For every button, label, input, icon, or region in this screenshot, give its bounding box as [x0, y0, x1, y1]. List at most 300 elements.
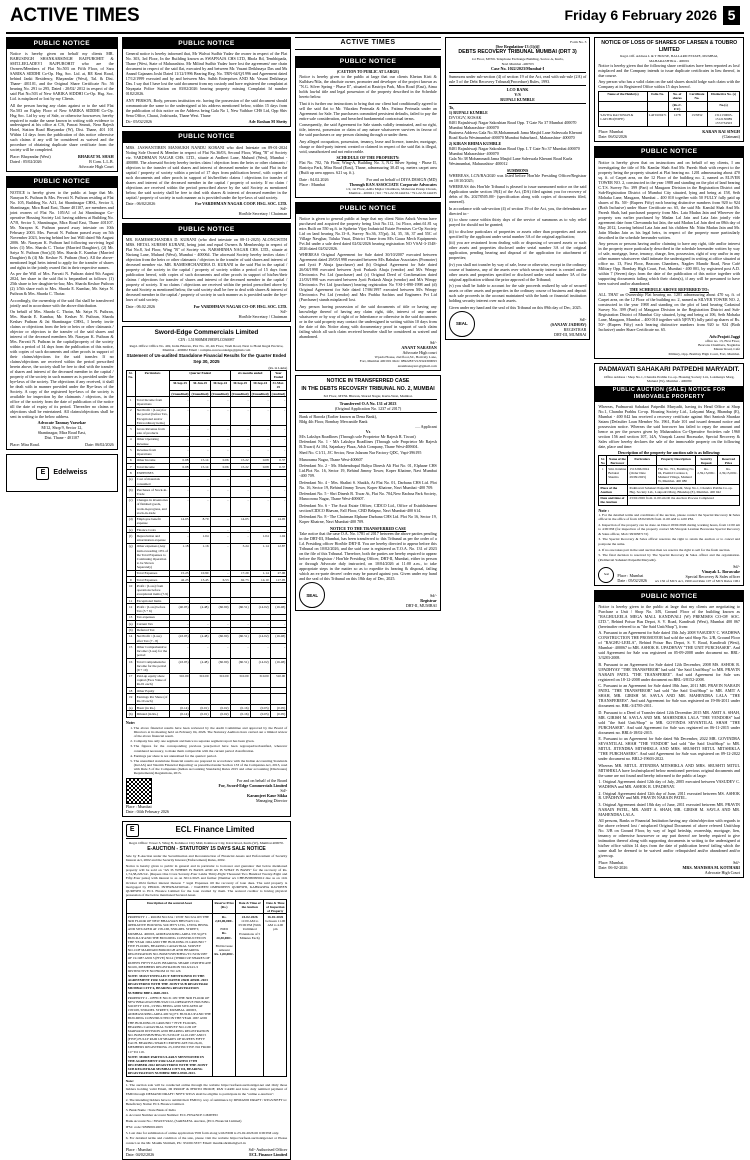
row-value-2: - — [210, 487, 230, 497]
notes-list — [134, 726, 288, 776]
to-label: To, — [448, 105, 455, 111]
lt-body: Notice is hereby given that the following share certificates have been reported as lost/ misplaced and the Company intends to issue duplicate certificates in lieu thereof, in due course. — [598, 62, 740, 78]
inspection-time: between 11.00 AM to 4.00 pm — [265, 919, 286, 932]
list-item: 3. The figures for the corresponding previous year/period have been regrouped/reclassified, wherever considered necessary, to make them comparable with the current period classification. — [134, 744, 288, 753]
notice-place: Place : Mumbai — [125, 803, 152, 809]
col-year-ended: Year Ended — [270, 370, 287, 380]
notice-body-2: All the person having any claim against or to the said Flat No.503 on Eighty Floor of New SARIKA SIDDHI Co-Op. Hsg Soc. Ltd by way of Sale, or otherwise howsoever, hereby required to make the same known in writing with evidence to undersigned at his office at C/6, Pancat Smruti, Near Rajesh Hotel, Station Road Bhayandar (W), Dist. Thane, 401 101 Within 14 days from the publication of this notice otherwise such claims if any will be considered as waived and the procedure of obtaining duplicate share certificate from the society will be completed. — [10, 102, 114, 153]
ecl-finance-auction: E ECL Finance Limited Regd. Office: Tower 3, Wing B, Kohinoor City Mall, Kohinoor City, Kirol Road, Kurla (W), Mumbai 400070. E-AUCTION - STATUTORY 15 DAYS SALE NOTICE Sale by E-Auction under the Securitisation and Reconstruction of Financial Assets and Enforcement of Security Interest Act, 2002 and the Security Interest (Enforcement) Rules, 2002. Notice is hereby given to public in general and in particular to borrower and guarantor that below mentioned property will be sold on "AS IS WHERE IS BASIS AND AS IS WHAT IS BASIS" for the recovery of Rs. 1,74,38,226.54/- (Rupees One Crore Seventy-Four Lakhs Thirty-Eight Thousand Two Hundred Twenty-Eight and Fifty-Four paisa) with interest to as on 30/11/2025 and further (Number u/s CHE/B/080095612 due as on 11th October 2024 further interest thereon + legal Expenses till the recovery of loan dues. The said property is mortgaged by PHOOL INTERNATIONAL / NADEEN OMERDEEN QURESHI, KAHRASHA RAVDEEN QURESHI to ECL Finance Limited for the loan availed by them. The secured creditor is having physical possession of the below mentioned Secured Asset. Description of the secured Asset Reserve Price (Rs.) Date & Time of the Auction Date & Time of Inspection of Property PROPERTY 1 – ROOM NO.32A / UNIT NO.32A ON THE 3RD FLOOR OF NEW BHAGWAN BHUVAN CO-OPERATIVE HOUSING SOCIETY LTD., LYING BEING AND SITUATED AT 158-168, SNIGDEL STREET, MUMBAI- 400003, ADMEASURING AREA 335 SQ.FT. BUILD-UP AND THE BUILDING CONSTRUCTED IN THE YEAR 1964 AND THE BUILDING IS GROUND + FIVE FLOORS, BEARING CADASTRAL SURVEY NO.1/OF MARWADI BOROUGH AND BEARING REGISTRATION NO. BOM/WSH/B/HSG/TC/5236/1987 OF 19.1987 AND 5 (FIVE) NO.2 (THIRD UP SHARES OF RUPEES FIFTY EACH. BEARING SHARE CERTIFICATE NO.06, MEMBERS REGISTRATION NO.6/24/1/2 DISTINCTIVE NO FROM 10 TO 126 NOTE: MOST INTELLECT MENTIONED IN THE AGREEMENT FOR SALE DATED 23RD APRIL 2023 REGISTERED WITH THE JOINT SUB REGISTRAR MUMBAI CITY 6, BEARING REGISTRATION NUMBER BBE1-4608-2023. PROPERTY 2 - OFFICE NO.31 ON THE 3RD FLOOR OF NEW BHAGWAN BHUVAN CO-OPERATIVE HOUSING SOCIETY LTD., LYING BEING AND SITUATED AT 158/168, SNIGDEL STREET, MUMBAI- 400003, ADMEASURING AREA 400 SQ FT. BUILD-UP AND THE BUILDING CONSTRUCTED IN THE YEAR 1967 AND THE BUILDING IS GROUND + FIVE FLOORS, BEARING CADASTRAL SURVEY NO.1/2D OF MARWADI DIVISION AND BEARING REGISTRATION NO. BOM/WSH/B/HSG/TC/5236 OF 14.10.1987 AND 5 (FIVE) FULLY PAID UP SHARES OF RUPEES FIFTY EACH. BEARING SHARE CERTIFICATE NO.26,26, MEMBERS REGISTERING 23, DISTINCTIVE NO FROM 117 TO 119. NOTE: MORE PARTICULARLY MENTIONED IN THE AGREEMENT FOR SALE DATED 17TH DECEMBER 2022 REGISTERED WITH THE JOINT SUB REGISTRAR MUMBAI CITY III, BEARING REGISTRATION NUMBER BBE3-8928-2023. Rs. 2,03,00,000/- EMD Rs. 20,30,000/- Bid Increase Amount Rs. 1,00,000/- 24-02-2026 11:00 AM to 05:00 PM (With Unlimited Extensions of 5 Minutes Each) 16-02-2026 between 11.00 AM to 4.00 pm Note: 1. The auction sale will be conducted online through the website https://sarfaesi.auctiontiger.net and Only those bidders holding valid Email, ID PROOF & PHOTO PROOF, PAN CARD and have duly remitted payment of EMD through DEMAND DRAFT/ NEFT/ RTGS shall be eligible to participate in the "online e-Auction". 2. The intending bidders have to submit their EMD by way of remittance by DEMAND DRAFT / RTGS/NEFT to: Beneficiary Name: ECL Finance Limited. 3. Bank Name : State Bank of India 4. Account Number Account Number: ECL FINANCE LIMITED Bank Account No.: 39522372422, (SARFAESI- Auction, (ECL Financial Limited) IFSC code: SBIN0012603 5. Last date for submission of online application/ EID form along with EMD is 23-02-2026 till 6:00 PM only. 6. For detailed terms and condition of the sale, please visit the website https://sarfaesi.auctiontiger.net or Please contact on the Mr. Maulik Shrimali, Ph : 9510613337/ Email: maulik.shrimali@ecl.in Place : Mumbai Date: 04/02/2026 Sd/- Authorised Officer ECL Finance Limited — [122, 821, 292, 1160]
row-property: Flat No. 701, Building No 04, Premid Cordesa 2, Mulund Village, Mulund W, Mumbai- 400 080 — [657, 467, 694, 484]
masthead — [6, 0, 744, 34]
row-value-0: (0.14) — [170, 704, 190, 710]
drt-header: NOTICE IN TRANSFERRED CASE — [326, 377, 410, 384]
holder-name: SAVITA RAI SINGH & LATCHO(WIFE) — [599, 112, 647, 127]
notice-subtitle: (CAUTION TO PUBLIC AT LARGE) — [336, 69, 400, 74]
row-particulars: Cost of materials consumed — [135, 476, 170, 486]
company-address: Regd. Office: Office No. 402, India Bhavan, Plot No. 10, 4th Floor, Wadi Road, Next to Hotel Regal Enclave, Mumbai - 400002 Email : complia-nceswordedge@gmail.com — [129, 343, 284, 353]
row-value-2: - — [210, 598, 230, 604]
notice-caution-public — [295, 56, 441, 198]
table-row — [126, 604, 287, 614]
notice-body: MRS. JASWANTIBEN MANSUKH NANDU KORANI who died Intestate on 09-01-2024 Noting Sole Owned & Member in respect of Flat No.36/03, Second Floor, Wing "B" of Society viz. VARDHMAN NAGAR CHS. LTD., situate at Andheri Lane, Mulund (West), Mumbai - 400080. The aforesaid Society hereby invites claim / objection from the heirs or other claimants / objectors to the transfer of said shares and interest of deceased member in the said Flat in the capital / property of society within a period of 17 days from publication hereof, with copies of such documents and other proofs in support of his/her/their claims / objections for transfer of shares and interest of the deceased member in the capital / property of society. If no claim / objections are received within the period prescribed above by the said Society as mentioned below, the said society shall be free to deal with shares & interest of deceased member in the capital / property of society in such manner as is provided under the bye-laws of said society. — [125, 145, 288, 200]
notice-header: PUBLIC NOTICE — [7, 177, 117, 188]
case-number: Case No. 1022/2023/Mumbai-I — [491, 65, 545, 71]
table-header-row — [599, 456, 740, 466]
column-3 — [295, 37, 441, 611]
active-times-logo: ACTIVE TIMES — [295, 37, 441, 50]
defendant-1-addr-0: D/VOG/V, KOSAK — [448, 115, 482, 121]
bid-increase-amount: Rs. 1,00,000/- — [214, 951, 234, 956]
row-value-4: - — [250, 407, 270, 426]
versus: V/S — [514, 92, 521, 98]
defendant-1: 1) RUPALI KUMBLE — [448, 110, 488, 116]
defendant-2: 2) KIRAN BHIMA KUMBLE — [448, 141, 502, 147]
row-value-0: 0.08 — [170, 457, 190, 463]
drt-notice-title: NOTICE TO THE TRANSFERRED CASE — [329, 526, 407, 532]
signatory-role: Hon'ble Secretary / Chairman — [238, 313, 288, 319]
col-property: Property Description — [656, 456, 695, 466]
row-value-2: - — [210, 533, 230, 543]
row-value-3: (0.16) — [230, 711, 250, 717]
advocate-address-2: Beacons Chambers, Nagindas — [698, 343, 740, 348]
table-row — [126, 658, 287, 673]
row-sr: 8 — [126, 470, 135, 476]
list-item: (ii) to disclose particulars of properties or assets other than properties and assets specified by the applicant under serial number 3A of the original application; — [448, 228, 587, 239]
row-sr: 14 — [126, 633, 135, 643]
row-value-5: - — [270, 598, 287, 604]
table-row — [126, 397, 287, 407]
row-value-3: 3.24 — [230, 543, 250, 570]
row-value-3: - — [230, 533, 250, 543]
row-value-0: - — [170, 476, 190, 486]
column-4 — [445, 37, 591, 340]
ecl-intro: Sale by E-Auction under the Securitisation and Reconstruction of Financial Assets and Enforcement of Security Interest Act, 2002 and the Security Interest (Enforcement) Rules, 2002. — [125, 853, 288, 862]
edelweiss-logo-block — [6, 454, 118, 492]
notice-vardhman-nagar — [122, 131, 292, 219]
signatory-role: REGISTRAR — [563, 327, 587, 333]
signatory-role: Special Recovery & Sales officer — [685, 573, 740, 579]
row-particulars: 1513266/2024 (Order Date 29/09/2025) — [628, 466, 656, 485]
notice-body-3: Consequently, the said Agreement for Sale stands validly terminated, and no right, title, interest, possession or claim of any nature whatsoever survives in favour of the said purchasers or any person claiming through or under them. — [299, 122, 437, 138]
row-value-0: - — [170, 627, 190, 633]
drt2-transferred-case — [295, 375, 441, 611]
row-value-5: - — [270, 644, 287, 659]
table-row — [599, 495, 740, 505]
row-value-1: - — [190, 476, 210, 486]
row-value-0: 15.23 — [170, 570, 190, 576]
list-item: 2. Original Agreement dated 12th day of June, 2011 executed between MS. ASHOK R. UPADHYAY and MR. PRAVIN NARAIN PATEL. — [598, 790, 740, 801]
row-value-2: - — [210, 627, 230, 633]
row-value-0: (43.05) — [170, 633, 190, 643]
row-value-1: 15.14 — [190, 464, 210, 470]
notice-header: PUBLIC NOTICE — [595, 591, 743, 602]
drt-notice-body: Take notice that the case O.A. No. 1781 of 2017 between the above parties pending in the DRT-III, Mumbai, has been transferred to this Tribunal as per the order of a Ld. Presiding officer Hon'ble DRT-II. You are hereby directed to appear before this Tribunal on 10/02/2026, and the said case is registered as T.O.A. No. 131 of 2023 on the file of this Tribunal. Therefore, both the parties are hereby required to appear before the Registrar / Hon'ble Presiding Officer, DRT-II, Mumbai, either in person or through Advocate duly instructed, on 10/04/2026 at 11:00 a.m., to take appropriate steps in the matter so as to expedite its hearing & disposal, failing which an ex-parte decree/ order may be passed against you. Given under my hand and the seal of this Tribunal on this 18th day of Dec, 2025. — [299, 531, 437, 581]
row-value-2: (0.02) — [210, 711, 230, 717]
row-value-5: - — [270, 407, 287, 426]
row-value-4: 0.08 — [250, 464, 270, 470]
row-value-3: (0.16) — [230, 704, 250, 710]
notice-body: NOTICE is hereby given to the public at large that Mr. Narayan K. Puthran & Mrs. Pervati N. Puthran residing at Flat No. 105, Building No. A21, Jai Shantinagar CHSL, Sector 3, Shantinagar, Mira Road East, Thane 401107, are members and joint owners of Flat No. 105/A1 of Jai Shantinagar Co-operative Housing Society Ltd. having address at Building No. A7/8, Sector 5, Shantinagar, Mira Road East, Thane 401107. Mr. Narayan K. Puthran passed away intestate on 10th February 2003. Mrs. Parvati N. Puthran passed away on 5th November 2023, leaving behind her last Will dated 9th August 2006. Mr. Narayan K. Puthran had following surviving legal heirs (1) Mrs. Sharda C. Thotar (Married Daughter), (2) Mr. Satya N. Puthran (Son),(3) Mrs. Sharda E. Kumbar (Married Daughter) & (4) Mr. Keshav N. Puthran (Son). All the above-mentioned legal heirs intend to apply for the transfer of shares and rights in the jointly owned flat in their respective names. — [10, 189, 114, 270]
col-sr: Sr. No — [600, 456, 605, 465]
table-row — [126, 633, 287, 643]
row-value-3 — [230, 583, 250, 598]
note-2: (Unaudited) — [191, 391, 209, 396]
row-value-0: (0.14) — [170, 711, 190, 717]
row-value-5: - — [270, 526, 287, 532]
row-sr: (a) — [126, 704, 135, 710]
row-value-1: (4.48) — [190, 658, 210, 673]
notice-body: General notice is hereby informed that, Mr Walvai Sudhir Yadav the owner in respect of the Flat No. 303, 3rd Floor, In the Building known as SWAPNAJA CHS LTD, Bhola Rd, Tembhipada, Thane (West, State of Maharashtra. Mr Milind Sudhir Yadav have lost the agreement/ one chain document in respect of the said flat, executed by and between Mr. Vasant Deikhnaya Das and Ms Anand Gajanam Joshi Dated 11/12/1996 Bearing Reg. No. TRN-64/Q/1996 and Agreement dated 17/12/1999 executed and by and between Mrs. Sulbh Enterprises AND Mr. Vasant Deikhnaya Das. I say that I have lost the said document from my custody and have registered the complaint at Nayapata Police Station on 03/02/2026 bearing property missing Complaint Id number 0182/2026. — [125, 51, 288, 97]
list-item: Whereas MR. MITUL JITENDRA MITSHIKLA AND MRS. SRUSHTI MITUL MITSHIKLA have lost/misplaced below mentioned previous original documents and the same are not found and hereby informed to the public at large: — [598, 762, 740, 778]
notice-puthran — [6, 176, 118, 450]
table-row — [126, 583, 287, 598]
row-sr: (c) — [126, 497, 135, 516]
tribunal-seal: SEAL — [449, 311, 475, 337]
row-value-0: 1.18 — [170, 543, 190, 570]
padmavati-title: PADMAVATI SAHAKARI PATPEDHI MARYADIT. — [598, 365, 740, 373]
sub-q3: 30-Sep-24 — [210, 380, 230, 390]
row-value-1: (4.48) — [190, 633, 210, 643]
drt-vs: Vs — [365, 428, 371, 434]
drt-bank-name: Bank of Baroda (Earlier known as Dena Bank), — [299, 413, 377, 419]
list-item: 5. Last date for submission of online application/ EID form along with EMD is 23-02-2026 till 6:00 PM only. — [125, 1130, 280, 1135]
row-value-0: - — [170, 447, 190, 457]
reserve-price-cell — [213, 914, 236, 1077]
lt-body-2: Any person who has a valid claim on the said shares should lodge such claim with the Company at its Registered Office within 15 days hereof. — [598, 79, 740, 90]
row-value-1: (4.48) — [190, 604, 210, 614]
notice-date: Date: 06/02/2026 — [85, 442, 114, 448]
padmavati-auction-table — [598, 455, 740, 506]
list-item: Bank Account No.: 39522372422, (SARFAESI- Auction, (ECL Financial Limited) — [125, 1119, 242, 1124]
signatory-contact: Mumbai - 400021 | Tel : +91-22-35144234 / +91-22-35144235 — [348, 190, 437, 195]
col-shares: No. of shares — [668, 91, 686, 101]
row-value-4: - — [250, 497, 270, 516]
row-value-4 — [250, 583, 270, 598]
drt-address: 3rd Floor, MTNL Bhavan, Sharad Nagar, Kurla-West, Mumbai. — [323, 393, 413, 398]
tribunal-title: DEBTS RECOVERY TRIBUNAL MUMBAI (DRT 3) — [458, 49, 577, 56]
signatory-role: Advocate High Court — [704, 869, 740, 875]
sub-h2: 30-Sep-24 — [250, 380, 270, 390]
notice-body: Notice is given to general public at large that my client Nitin Ashok Verma have purchased and acquired the property being Unit No.112, 1st Floor, admt.61.81 sq mtrs Built on 550 sq.ft. in Spihetar Vijay Industrial Estate Premises Co-Op Society Ltd on land bearing No.13-A, Survey No.36, 37(pt), 34, 35, 36, 37 and 55C of Village Navghar, Taluka Vasai, District Thane from M/s Gaura Mech Equipments Pvt.Itd under a sale deed dated 02/02/2026 bearing registration NO VSAI-3-1548-2026 dated 02/02/2026. — [299, 216, 437, 251]
row-value-2: 0.06 — [210, 457, 230, 463]
row-value-5: 0.37 — [270, 464, 287, 470]
signatory-name: MRS. MANISHA M. KOTHARI — [682, 864, 740, 870]
list-item: 2. Company has only one segment and hence no separate segment report has been given. — [134, 739, 288, 743]
row-value-4: (14.02) — [250, 604, 270, 614]
drt3-summons — [445, 37, 591, 340]
row-particulars: Finance Costs — [135, 526, 170, 532]
list-item: Manorama Nagar, Thane West-400607 — [299, 456, 363, 462]
row-particulars: Current Tax — [135, 621, 170, 627]
distinctive-range-2: 1372734503 — [715, 121, 733, 126]
padmavati-notice-header: PUBLIC AUCTION (SALE) NOTICE FOR IMMOVABLE PROPERTY — [595, 386, 743, 402]
row-value-4: - — [250, 621, 270, 627]
row-value-5: - — [270, 497, 287, 516]
table-row — [126, 673, 287, 688]
notice-nitin-verma — [295, 202, 441, 371]
row-value-5: 14.05 — [270, 516, 287, 526]
list-item: (v) you shall be liable to account for the sale proceeds realized by sale of secured assets or other assets and properties in the ordinary course of business and deposit such sale proceeds in the account maintained with the bank or financial institution holding security interest over such assets. — [448, 283, 587, 304]
row-value-5: (16.48) — [270, 633, 287, 643]
row-particulars: Total Expenses — [135, 570, 170, 576]
summons-body-2: WHEREAS this Hon'ble Tribunal is pleased to issue summoned notice on the said Application under section 19(4) of the Act, (DA) filed against you for recovery of debts of Rs. 20278505.00/- (specification along with copies of documents filed, annexed). — [448, 184, 587, 205]
notice-body: Notice is hereby given to the public at large that our clients Khetan Kirti & Kulbhav/Nila, the absolute owner, promoter and developer of the project known as "N.G. Silver Spring - Phase II", situated at Rastriya Park, Mira Road (East), Atma holds lawful title and legal possession of the property described in the Schedule hereto below. — [299, 74, 437, 100]
row-sr: 13 — [126, 614, 135, 620]
row-value-2: (0.02) — [210, 704, 230, 710]
table-row — [599, 466, 740, 485]
notice-signatory-role: B Com. L.L.B. — [89, 158, 114, 164]
advocate-name: Adv.Prajoti Jaggi — [709, 333, 740, 339]
list-item: 3. The Special Recovery & Sales officer reserves the right to retain the auction or to cancel and postpone the same. — [598, 537, 740, 546]
row-value-0: - — [170, 598, 190, 604]
signature-sd: Sd/- — [280, 206, 288, 212]
signatory-name: ECL Finance Limited — [249, 1151, 288, 1157]
auction-datetime-value: 23/02/2026 from 11.00 am till the Auction Process Completed — [628, 495, 740, 505]
col-particulars: Particulars — [628, 456, 656, 466]
lt-title: NOTICE OF LOSS OF SHARES OF LARSEN & TOUBRO LIMITED — [601, 40, 738, 53]
notice-signatory: BHARAT M. SHAH — [78, 153, 114, 159]
row-value-2 — [210, 694, 230, 704]
list-item: 2. The intending bidders have to submit their EMD by way of remittance by DEMAND DRAFT / RTGS/NEFT to: Beneficiary Name: ECL Finance Limited. — [125, 1097, 288, 1106]
row-value-1: - — [190, 397, 210, 407]
col-folio: Folio No. — [647, 91, 668, 101]
row-value-5: - — [270, 621, 287, 627]
list-item: 1. The auction sale will be conducted online through the website https://sarfaesi.auctiontiger.net and Only those bidders holding valid Email, ID PROOF & PHOTO PROOF, PAN CARD and have duly remitted payment of EMD through DEMAND DRAFT/ NEFT/ RTGS shall be eligible to participate in the "online e-Auction". — [125, 1083, 288, 1096]
row-value-3: 15.22 — [230, 464, 250, 470]
board-company: For, Sword-Edge Commercials Limited — [218, 782, 288, 788]
row-value-5: - — [270, 627, 287, 633]
list-item: Defendant No. 4 - Mrs. Shalini S. Shaikh, At Flat No. 01, Darbana CHS Ltd. Plot No. 16, Sector 19, Behind Jimmy Tower, Koper Khairne, Navi Mumbai -400 709. — [299, 479, 437, 490]
tribunal-address-2: Navi Mumbai -400703 — [501, 61, 534, 66]
list-item: A. Pursuant to an Agreement for Sale dated 15th July 2008 VASUDEV C. WADHWA CONSTRUCTION THE PROMOTOR had sold the said Shop No. 2/B, Ground Floor of "RAGHU-LEELA", Behind Poisar Bus Depot, S. V. Road, Kandivali (West), Mumbai- 400067 to MR. ASHOK R. UPADHYAY "THE UNIT PURCHASER". And said Agreement for Sale was registered on 05-09-2008 under document no. BRL-3/3283-2008. — [598, 630, 740, 661]
table-row — [126, 407, 287, 426]
row-value-3: 17.29 — [230, 570, 250, 576]
table-header-row — [126, 900, 287, 914]
row-value-3: 62.73 — [230, 577, 250, 583]
row-value-1: - — [190, 621, 210, 627]
row-sr: 2 — [126, 407, 135, 426]
row-value-3: 310.00 — [230, 673, 250, 688]
row-value-2: - — [210, 426, 230, 436]
drt-bank-address: Bldg 4th Floor, Bombay Mercantile Bank — [299, 418, 368, 424]
advocate-address-2: Shantinagar, Mira Road East, — [37, 430, 86, 436]
row-value-4: (14.02) — [250, 633, 270, 643]
notice-body-2: WHEREAS Original Agreement for Sale dated 30/10/2007 executed between Agreement dated 29/05/1998 executed between M/s Bahubar Associates (Promoter) and Jyoti P Ahuja (purchaser) and (b) Original Agreement for Sale dated 26/04/1998 executed between Jyoti Prakash Ahuja (vendor) and M/s Wimpy Electronics Pvt Ltd (purchaser) and (c) Original Deed of Confirmation dated 21/03/1998 was executed between Jyoti Prakash Ahuja (vendor) and M/s Wimpy Electronics Pvt Ltd (purchaser) bearing registration No VSI-1-890-1998 and (d) Original Agreement for Sale dated 17/06/1997 executed between M/s Wimpy Electronics Pvt Ltd (vendor) and Mrs Prabha Sachins and Engineers Pvt Ltd (Purchaser) stands misplaced/ lost. — [299, 252, 437, 303]
advocate-address-3: Dist. Thane - 401107 — [44, 435, 80, 441]
row-value-0: - — [170, 526, 190, 532]
row-sr: 1 — [126, 397, 135, 407]
row-particulars: Total Income — [135, 464, 170, 470]
row-particulars: Diluted (in Rs.) — [135, 711, 170, 717]
row-value-5: - — [270, 426, 287, 436]
notice-body-2: ANY PERSON, Body, persons institution etc. having the possession of the said document should communicate the same to the undersigned at his address mentioned below, within 15 days from the publication of this notice on the Address being Gala No 1, New Vaibhav CHS Ltd, Opp Shiv Sena Office, Charai, Joshiwada, Thane West. Thane — [125, 97, 288, 118]
drt-defendant-main: M/s Lakshya Roadlines (Through sole Proprietor Mr Rajesh R. Tiwari) — [299, 433, 416, 439]
row-value-2: - — [210, 526, 230, 532]
row-value-1 — [190, 583, 210, 598]
note-5: (Unaudited) — [251, 391, 269, 396]
drt-applicant-label: ..... Applicant — [414, 423, 437, 429]
table-subheader-row — [599, 102, 740, 112]
row-value-2: 0.06 — [210, 464, 230, 470]
property-description — [126, 914, 213, 1077]
col-reserve: Reserve Price (Rs.) — [213, 900, 236, 914]
table-row — [126, 487, 287, 497]
row-value-3 — [230, 694, 250, 704]
row-sr: (g) — [126, 543, 135, 570]
schedule-body: ALL THAT an Ownership Flat bearing no. 1201 admeasuring about 470 sq. ft. of Carpet area, on the 12 Floor of the building no. 2, named as SILVER TOWER NO. 2, constructed in the year 1988 and standing on the plot of land bearing Cadastral Survey No. 399 (Part) of Maugaon Division in the Registration District and Sub- Registration District of Mumbai City situated, lying and being at 106, Seth Mohaka Lane, Maugaon, Mumbai – 400 010 together with 5(FIVE) fully paid up shares of Rs. 50/- (Rupees Fifty) each bearing distinctive numbers from 920 to 924 (Both Inclusive) under Share Certificate no. 65. — [598, 292, 740, 333]
row-value-0: - — [170, 497, 190, 516]
table-row — [126, 644, 287, 659]
signatory-name: Vinayak L. Borawake — [701, 568, 740, 574]
lt-address-2: MAHARASHTRA - 400001 — [649, 58, 690, 63]
bid-increase-label: Bid Increase Amount — [215, 943, 233, 952]
list-item: (iv) you shall not transfer by way of sale, lease or otherwise, except in the ordinary course of business, any of the assets over which security interest is created and/or other assets and properties specified or disclosed under serial number 3A of the original application without the prior approval of the Tribunal; — [448, 261, 587, 282]
list-item: Shed No. C1/11, J/C Sector, Near Jalaram Nar Factory QDC, Vapi-396195 — [299, 450, 422, 456]
row-particulars: Earnings Per Share (of Rs.10 each) — [135, 694, 170, 704]
summons-directions-list — [449, 217, 587, 303]
row-value-0: (43.05) — [170, 658, 190, 673]
row-sr: (b) — [126, 487, 135, 497]
notice-walvai — [122, 37, 292, 127]
society-name: For VARDHMAN NAGAR CO-OP. HSG. SOC. LTD. — [193, 303, 288, 309]
row-value-1: - — [190, 426, 210, 436]
notice-narshinha-nagar — [122, 223, 292, 321]
drt-header-2: IN THE DEBTS RECOVERY TRIBUNAL NO. 2, MUMBAI — [301, 385, 435, 392]
row-value-2: - — [210, 570, 230, 576]
ecl-intro-2: Notice is hereby given to public in general and in particular to borrower and guarantor that below mentioned property will be sold on "AS IS WHERE IS BASIS AND AS IS WHAT IS BASIS" for the recovery of Rs. 1,74,38,226.54/- (Rupees One Crore Seventy-Four Lakhs Thirty-Eight Thousand Two Hundred Twenty-Eight and Fifty-Four paisa) with interest to as on 30/11/2025 and further (Number u/s CHE/B/080095612 due as on 11th October 2024 further interest thereon + legal Expenses till the recovery of loan dues. The said property is mortgaged by PHOOL INTERNATIONAL / NADEEN OMERDEEN QURESHI, KAHRASHA RAVDEEN QURESHI to ECL Finance Limited for the loan availed by them. The secured creditor is having physical possession of the below mentioned Secured Asset. — [125, 863, 288, 898]
list-item: 2. Inspection of the property can be done on Dated 18/02/2026 during working hours, from 11:00 am to 4:00 PM (for inspection of the property contact Mr.Vinayak Laxman Borawake Special Recovery & Sales officer, Mob: 9930387172) — [598, 523, 740, 536]
table-row — [126, 543, 287, 570]
row-sr: 7 — [126, 464, 135, 470]
row-value-3: - — [230, 627, 250, 633]
list-item: IFSC code: SBIN0012603 — [125, 1124, 163, 1129]
signature-sd: Sd/- — [280, 787, 288, 793]
currency-note: (Rs. in Lakhs) — [268, 365, 288, 370]
sub-q1: 30-Sep-25 — [170, 380, 190, 390]
row-particulars: Depreciation and amortization expense — [135, 533, 170, 543]
notice-body-2: That it is further our instructions to bring that our client had conditionally agreed to sell the said flat to Mr. Vikrakm Perimala & Mrs. Fatima Perimala under an Agreement for Sale. The purchasers committed persistent defaults, failed to pay the entire sale consideration, and breached fundamental contractual terms. — [299, 100, 437, 121]
row-value-2: (60.90) — [210, 604, 230, 614]
row-particulars: Purchases of Stock-in-Trade — [135, 487, 170, 497]
padmavati-address: Office Address : Shop No.1, Chandra Prabhu Co-op. Housing Society Ltd., Lokmanya Marg, Mulund (W), Mumbai - 400080 — [604, 375, 735, 384]
row-value-3: - — [230, 436, 250, 446]
signatory-email: ananthanayan1@gmail.com — [397, 363, 437, 368]
share-certificate-table — [598, 91, 740, 127]
notice-place: Place : Mumbai — [617, 573, 644, 579]
drt-defendants-list — [299, 439, 437, 524]
signature-sd: Sd/- — [429, 340, 437, 346]
table-header-row — [599, 91, 740, 101]
signatory-role: (Claimant) — [722, 133, 740, 139]
padmavati-notes — [598, 513, 740, 562]
row-sr: (b) — [126, 627, 135, 633]
row-value-1: 15.14 — [190, 457, 210, 463]
row-value-1: 10.90 — [190, 570, 210, 576]
row-value-2: - — [210, 397, 230, 407]
defendant-1-addr-2: Business Address Gala No.38,Mohammadi Jama Masjid Lane Saleswala Kherani Road Kurla Westmumbai-400070 Mumbai Suburban1, Maharashtra- 400070 — [448, 130, 583, 141]
row-sr: 18 — [126, 688, 135, 694]
list-item: (iii) you are restrained from dealing with or disposing of secured assets or such other assets and properties disclosed under serial number 3A of the original application, pending hearing and disposal of the application for attachment of properties; — [448, 240, 587, 261]
notice-date: Date: 06-02-2026 — [598, 864, 628, 870]
row-value-1: - — [190, 598, 210, 604]
list-item: 4. Earnings per share is not annualised for the quarter/ period. — [134, 754, 288, 758]
property-1: PROPERTY 1 – ROOM NO.32A / UNIT NO.32A ON THE 3RD FLOOR OF NEW BHAGWAN BHUVAN CO-OPERATIVE HOUSING SOCIETY LTD., LYING BEING AND SITUATED AT 158-168, SNIGDEL STREET, MUMBAI- 400003, ADMEASURING AREA 335 SQ.FT. BUILD-UP AND THE BUILDING CONSTRUCTED IN THE YEAR 1964 AND THE BUILDING IS GROUND + FIVE FLOORS, BEARING CADASTRAL SURVEY NO.1/OF MARWADI BOROUGH AND BEARING REGISTRATION NO. BOM/WSH/B/HSG/TC/5236/1987 OF 19.1987 AND 5 (FIVE) NO.2 (THIRD UP SHARES OF RUPEES FIFTY EACH. BEARING SHARE CERTIFICATE NO.06, MEMBERS REGISTRATION NO.6/24/1/2 DISTINCTIVE NO FROM 10 TO 126 — [127, 915, 212, 973]
auction-datetime-label: Date and time of the Auction — [599, 495, 628, 505]
row-value-4: - — [250, 436, 270, 446]
sub-blank-3 — [686, 102, 708, 112]
row-value-2: - — [210, 621, 230, 627]
notice-header: PUBLIC NOTICE — [123, 38, 291, 49]
signatory-role: Hon'ble Secretary / Chairman — [238, 211, 288, 217]
note-6: (Audited) — [271, 391, 286, 396]
row-value-1: - — [190, 447, 210, 457]
place-of-auction-label: Place of the Auction — [599, 485, 628, 495]
notice-closing: All persons, Banks or Financial Institution having any claim/objection with regards to the above referred lost / misplaced Original Document of above referred Unit/shop No. 3/B on Ground Floor, by way of legal heirship, ownership, mortgage, lien, tenancy or otherwise howsoever or any part thereof are hereby required to give intimation thereof along with supporting documents in writing to the undersigned at his/her office within 14 days from the date of publication hereof failing which the same shall be deemed to be waived and/or relinquished and/or abandoned and/or given up. — [598, 818, 740, 859]
notice-header: PUBLIC NOTICE — [296, 57, 440, 68]
row-value-5: 0.37 — [270, 457, 287, 463]
row-particulars: Other Income — [135, 457, 170, 463]
row-value-4: 0.08 — [250, 457, 270, 463]
ecl-notes — [126, 1083, 288, 1145]
row-sr: (d) — [126, 516, 135, 526]
column-5 — [594, 37, 744, 878]
notice-date: Date : 06/02/2026 — [125, 201, 156, 207]
col-distinctive: Distinctive No. (s) — [708, 91, 740, 101]
table-row — [126, 447, 287, 457]
signatory-role: Managing Director — [255, 797, 288, 803]
emd-amount: Rs. 20,30,000/- — [216, 931, 232, 940]
row-sr: (b) — [126, 711, 135, 717]
row-value-3: (60.51) — [230, 658, 250, 673]
row-value-4: - — [250, 526, 270, 532]
row-value-0: - — [170, 487, 190, 497]
tribunal-address: 1st Floor, MTNL Telephone Exchange Building, Sector-A, Kurla, — [471, 57, 564, 62]
row-particulars: Other Operating Revenue — [135, 436, 170, 446]
row-value-5: - — [270, 476, 287, 486]
applicant-name: LCO BANK — [506, 87, 529, 93]
row-value-3: - — [230, 397, 250, 407]
board-line: For and on behalf of the Board — [236, 777, 288, 783]
row-value-4: - — [250, 426, 270, 436]
signature-for: For and on behalf of DIYA DESIGN (MD) — [366, 176, 437, 182]
signature-sd: Sd/- — [429, 593, 437, 599]
signature-sd: Sd/- Authorised Officer — [248, 1146, 288, 1152]
ecl-address: Regd. Office: Tower 3, Wing B, Kohinoor City Mall, Kohinoor City, Kirol Road, Kurla (W), Mumbai 400070. — [129, 840, 284, 845]
notes-title: Note: — [125, 719, 136, 725]
row-value-0: - — [170, 644, 190, 659]
row-reserve: Rs. 2,39,15,000/- — [717, 466, 739, 485]
row-value-4: - — [250, 644, 270, 659]
notice-place: Place : Mumbai — [125, 1146, 152, 1152]
signatory-address-2: Fort, Mumbai 400 001 Mob: 9892283721/9324300093 — [359, 359, 437, 364]
distinctive-numbers — [708, 112, 740, 127]
row-sr: 17 — [126, 673, 135, 688]
row-value-4: - — [250, 447, 270, 457]
list-item: B. Pursuant to an Agreement for Sale dated 12th December, 2008 MS. ASHOK R. UPADHYAY "THE TRANSFEROR" had sold "the Said Unit/Shop" to MR. PRAVIN NARAIN PATEL "THE TRANSFEREE". And said Agreement for Sale was registered on 18-12-2008 under document no.BRL-3/8152-2008. — [598, 661, 740, 682]
row-value-4: - — [250, 516, 270, 526]
row-value-0: 14.05 — [170, 516, 190, 526]
col-desc: Description of the secured Asset — [126, 900, 213, 914]
notice-body: Notice is hereby given to the public at large that my clients are negotiating to Purchase a Unit / Shop No. 3/B, Ground Floor of the building known as "RAGHULEELA MEGA MALL KANDIVALI (W) PREMISES CO-OP. SOC. LTD.", Behind Poisar Bus Depot, S. V. Road, Kandivali (West), Mumbai 400 067 (hereinafter referred to as "the Said Unit/Shop"), from: — [598, 604, 740, 629]
company-cin: CIN : L51900MH1985PLC036987 — [178, 336, 235, 342]
notice-signatory: Adv Roshan M Shetty — [248, 119, 288, 124]
list-item: 4. If no one takes part in the said auction then we reserve the right to sell for the fresh auction. — [598, 547, 731, 552]
row-value-2 — [210, 583, 230, 598]
row-value-5: (0.05) — [270, 704, 287, 710]
column-2 — [122, 37, 292, 1160]
list-item: (i) to show cause within thirty days of the service of summons as to why relief prayed for should not be granted; — [448, 217, 587, 228]
drt-original-case: (Original Application No. 1237 of 2017) — [334, 405, 402, 411]
sub-facevalue: (Rs.2/-F.V.) — [668, 102, 686, 112]
